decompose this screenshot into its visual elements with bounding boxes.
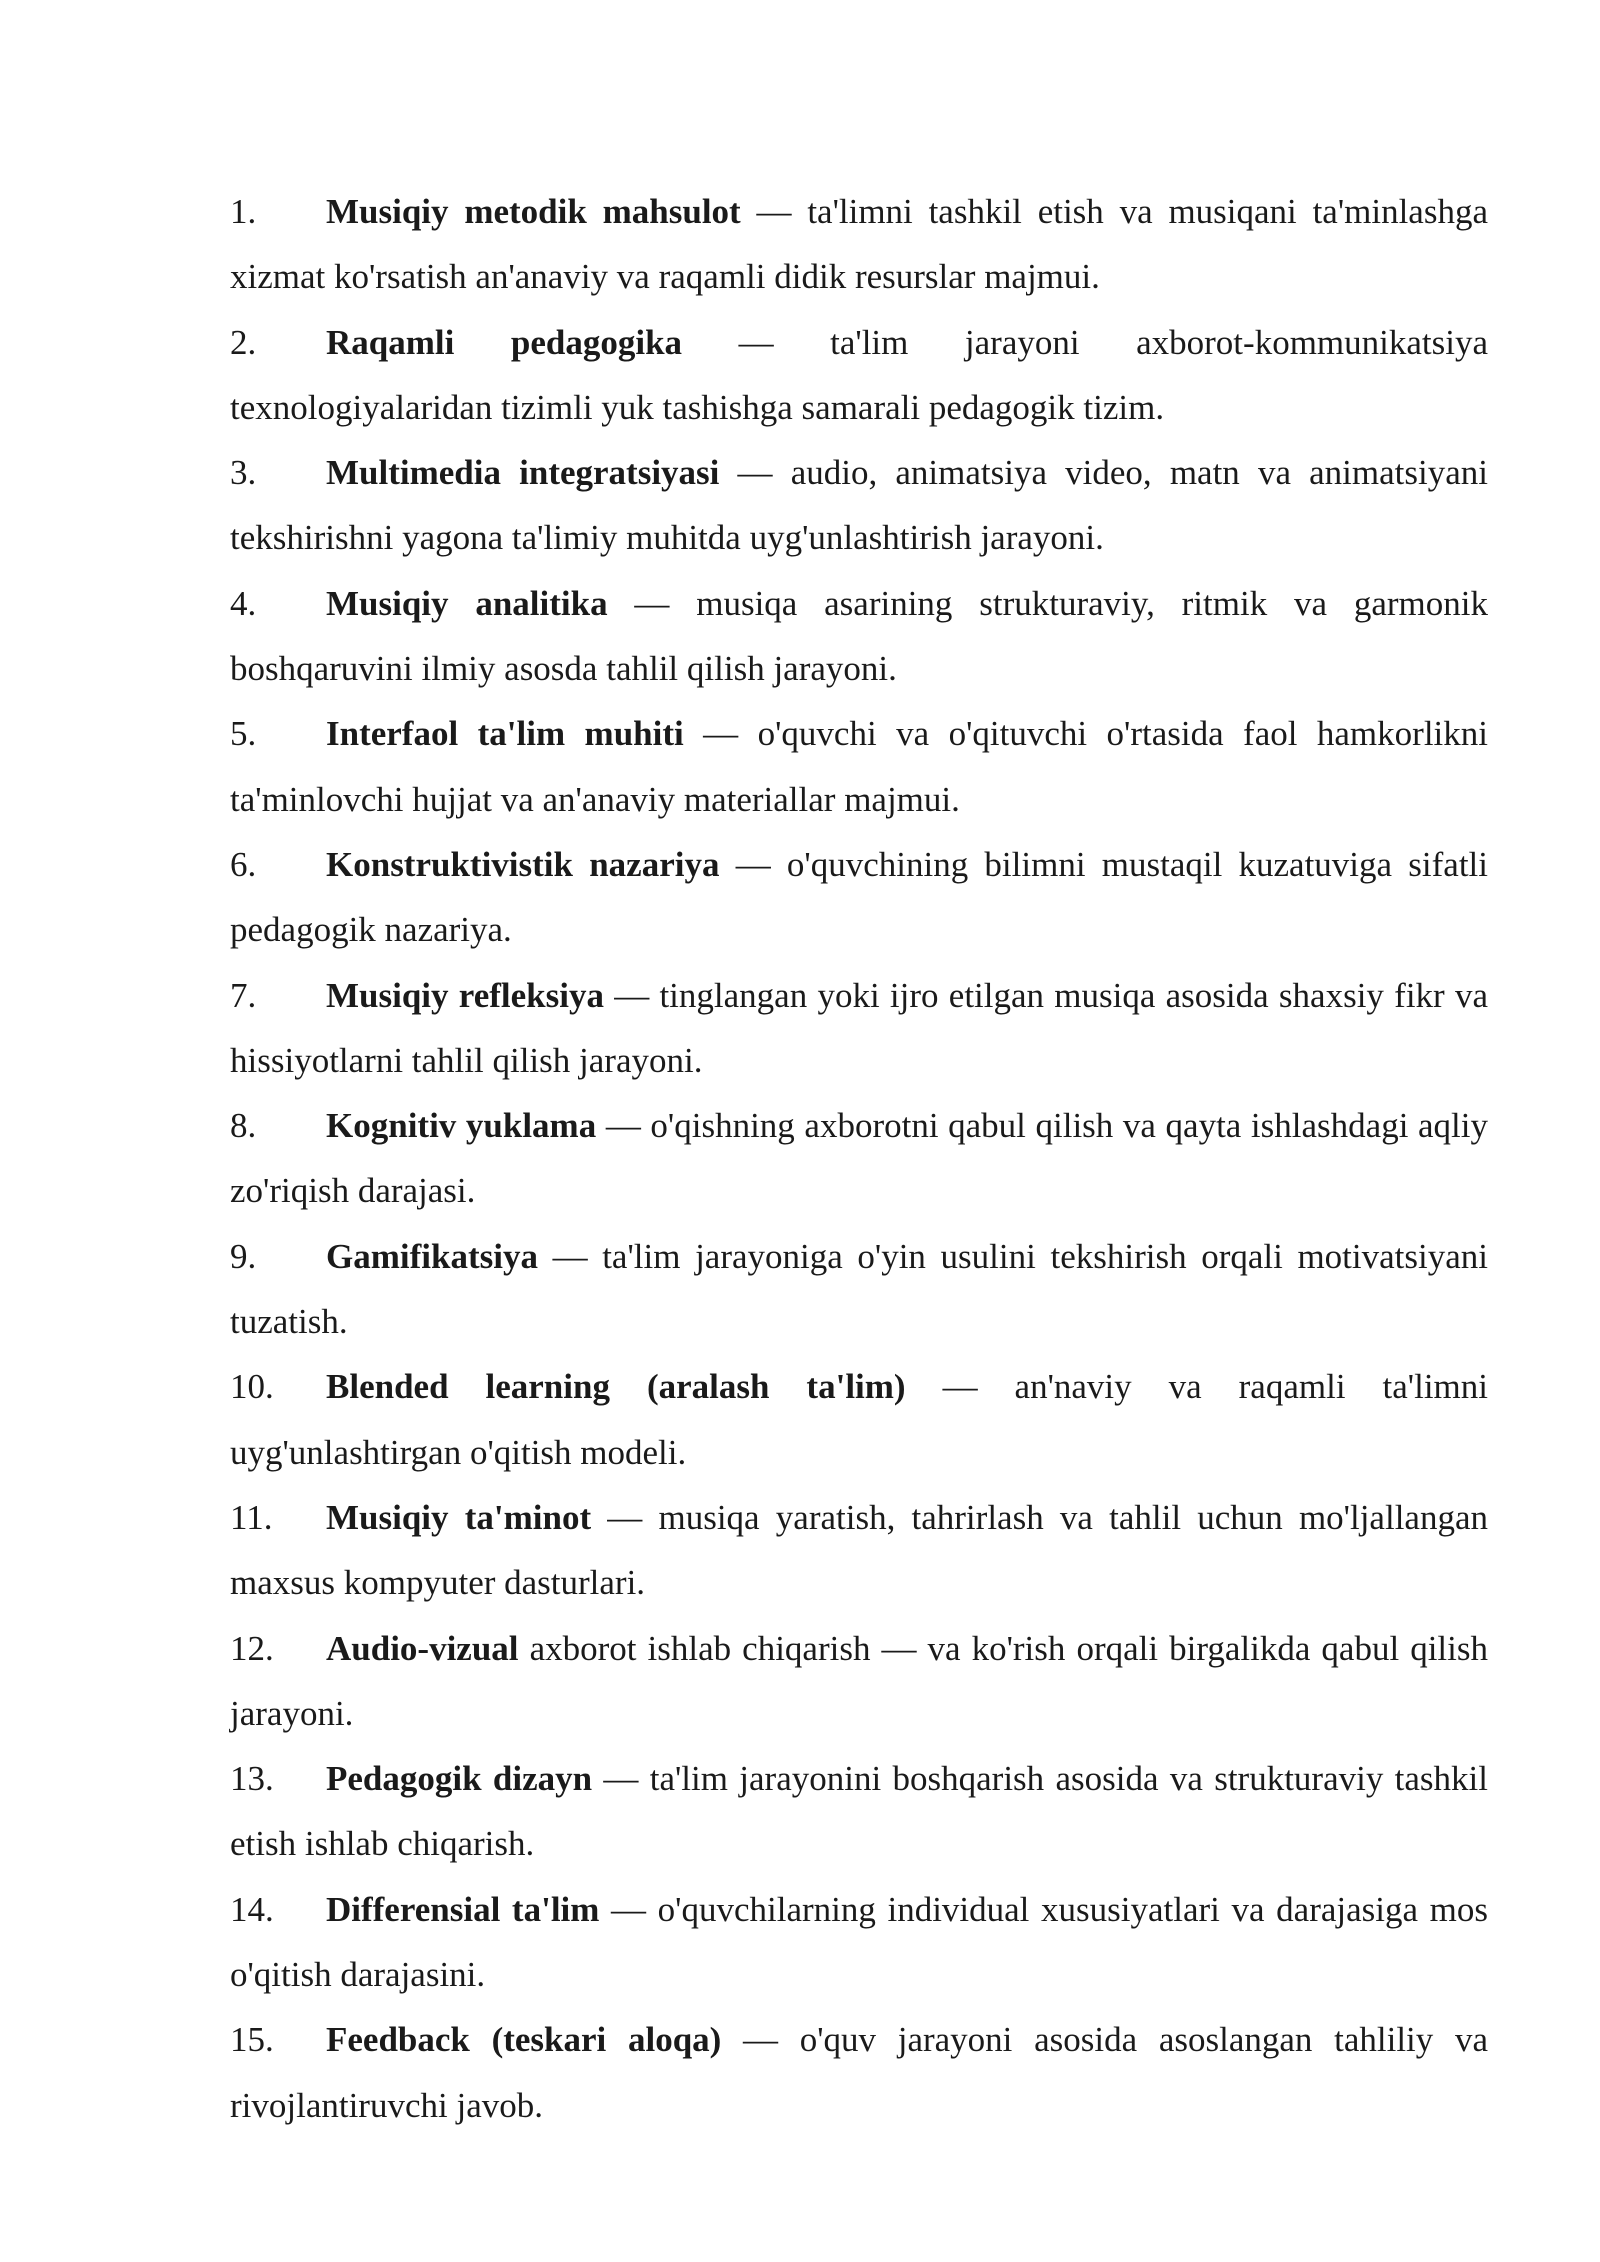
entry-number: 7. — [230, 975, 257, 1015]
glossary-entry — [230, 701, 1488, 832]
glossary-entry — [230, 571, 1488, 702]
glossary-entry — [230, 963, 1488, 1094]
glossary-entry — [230, 832, 1488, 963]
entry-term: Blended learning (aralash ta'lim) — [326, 1367, 906, 1407]
entry-number: 15. — [230, 2020, 274, 2060]
entry-term: Konstruktivistik nazariya — [326, 844, 720, 884]
entry-number: 1. — [230, 192, 257, 231]
glossary-entry — [230, 1616, 1488, 1747]
entry-definition: — o'quvchining bilimni mustaqil kuzatuviga sifatli pedagogik nazariya. — [230, 844, 1488, 950]
entry-definition: — ta'limni tashkil etish va musiqani ta'minlashga xizmat ko'rsatish an'anaviy va raqamli didik resurslar majmui. — [230, 192, 1488, 297]
entry-term: Musiqiy ta'minot — [326, 1497, 592, 1537]
entry-term: Musiqiy metodik mahsulot — [326, 192, 741, 231]
entry-term: Musiqiy analitika — [326, 583, 608, 623]
entry-term: Raqamli pedagogika — [326, 322, 683, 362]
entry-number: 2. — [230, 322, 257, 362]
entry-definition: — ta'lim jarayoni axborot-kommunikatsiya texnologiyalaridan tizimli yuk tashishga samarali pedagogik tizim. — [230, 322, 1488, 427]
entry-number: 9. — [230, 1236, 257, 1276]
entry-number: 14. — [230, 1889, 274, 1929]
entry-definition: axborot ishlab chiqarish — va ko'rish orqali birgalikda qabul qilish jarayoni. — [230, 1628, 1488, 1733]
entry-term: Musiqiy refleksiya — [326, 975, 604, 1015]
entry-definition: — o'quv jarayoni asosida asoslangan tahliliy va rivojlantiruvchi javob. — [230, 2020, 1488, 2125]
entry-definition: — musiqa asarining strukturaviy, ritmik va garmonik boshqaruvini ilmiy asosda tahlil qilish jarayoni. — [230, 583, 1488, 689]
glossary-entry — [230, 2007, 1488, 2138]
glossary-entry — [230, 1093, 1488, 1224]
glossary-entry — [230, 1877, 1488, 2008]
entry-definition: — ta'lim jarayonini boshqarish asosida va strukturaviy tashkil etish ishlab chiqarish. — [230, 1759, 1489, 1864]
entry-term: Kognitiv yuklama — [326, 1106, 597, 1146]
entry-number: 13. — [230, 1759, 274, 1799]
entry-number: 4. — [230, 583, 257, 623]
entry-term: Multimedia integratsiyasi — [326, 453, 720, 493]
entry-definition: — o'qishning axborotni qabul qilish va qayta ishlashdagi aqliy zo'riqish darajasi. — [230, 1106, 1489, 1211]
entry-definition: — o'quvchi va o'qituvchi o'rtasida faol hamkorlikni ta'minlovchi hujjat va an'anaviy materiallar majmui. — [230, 714, 1488, 819]
glossary-entry — [230, 1746, 1488, 1877]
entry-number: 11. — [230, 1497, 273, 1537]
entry-number: 8. — [230, 1106, 257, 1146]
entry-definition: — audio, animatsiya video, matn va animatsiyani tekshirishni yagona ta'limiy muhitda uyg'unlashtirish jarayoni. — [230, 453, 1488, 558]
entry-definition: — an'naviy va raqamli ta'limni uyg'unlashtirgan o'qitish modeli. — [230, 1367, 1488, 1472]
glossary-entry — [230, 1485, 1488, 1616]
entry-number: 3. — [230, 453, 257, 493]
entry-number: 12. — [230, 1628, 274, 1668]
entry-term: Interfaol ta'lim muhiti — [326, 714, 684, 754]
entry-number: 5. — [230, 714, 257, 754]
glossary-entry — [230, 1354, 1488, 1485]
entry-number: 10. — [230, 1367, 274, 1407]
entry-definition: — tinglangan yoki ijro etilgan musiqa asosida shaxsiy fikr va hissiyotlarni tahlil qilish jarayoni. — [230, 975, 1488, 1080]
glossary-entry — [230, 440, 1488, 571]
glossary-entry — [230, 179, 1488, 310]
entry-term: Audio-vizual — [326, 1628, 519, 1668]
glossary-entry — [230, 1224, 1488, 1355]
entry-term: Feedback (teskari aloqa) — [326, 2020, 722, 2060]
entry-definition: — o'quvchilarning individual xususiyatlari va darajasiga mos o'qitish darajasini. — [230, 1889, 1488, 1995]
entry-number: 6. — [230, 844, 257, 884]
entry-term: Pedagogik dizayn — [326, 1759, 593, 1799]
entry-term: Differensial ta'lim — [326, 1889, 600, 1929]
entry-definition: — ta'lim jarayoniga o'yin usulini tekshirish orqali motivatsiyani tuzatish. — [230, 1236, 1488, 1342]
glossary-entry — [230, 310, 1488, 441]
entry-definition: — musiqa yaratish, tahrirlash va tahlil uchun mo'ljallangan maxsus kompyuter dasturlari. — [230, 1497, 1488, 1603]
glossary-list — [230, 179, 1488, 2138]
entry-term: Gamifikatsiya — [326, 1236, 538, 1276]
